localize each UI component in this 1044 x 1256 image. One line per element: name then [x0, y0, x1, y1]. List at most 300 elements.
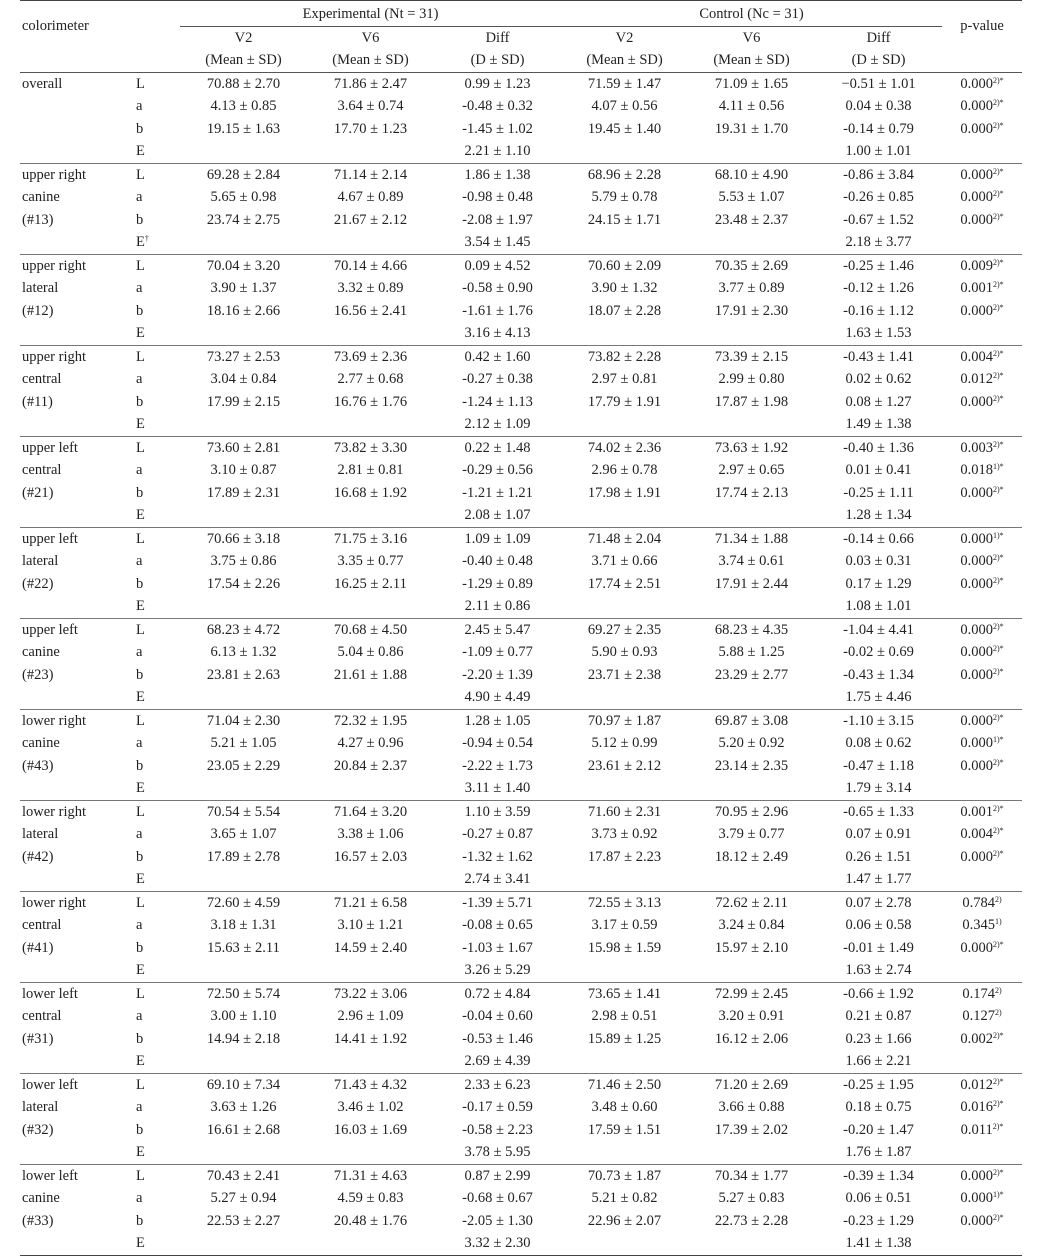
tooth-name — [20, 1050, 132, 1073]
p-value: 0.001 — [960, 280, 993, 296]
value-cell: 4.13 ± 0.85 — [210, 98, 277, 114]
header-row-groups — [20, 1, 1022, 27]
table-row — [20, 823, 1022, 846]
channel-label: b — [136, 120, 144, 137]
value-cell: 16.56 ± 2.41 — [333, 302, 408, 319]
color-channel — [132, 1141, 180, 1164]
p-value-footnote: 2)* — [993, 280, 1004, 289]
value-cell — [561, 231, 688, 254]
p-value: 0.000 — [960, 757, 993, 774]
p-value-cell — [942, 595, 1022, 618]
p-value: 0.000 — [960, 1190, 993, 1206]
p-value-cell — [942, 846, 1022, 869]
value-cell: -0.68 ± 0.67 — [462, 1190, 533, 1206]
value-cell — [688, 1141, 815, 1164]
channel-label: a — [136, 553, 143, 569]
value-cell: 5.90 ± 0.93 — [591, 644, 658, 660]
p-value-cell — [942, 459, 1022, 482]
value-cell — [688, 231, 815, 254]
value-cell: 3.79 ± 0.77 — [718, 826, 785, 842]
value-cell — [180, 1232, 307, 1255]
p-value-cell — [942, 937, 1022, 960]
value-cell: 5.21 ± 0.82 — [591, 1190, 658, 1206]
value-cell: -0.48 ± 0.32 — [462, 98, 533, 114]
value-cell: 16.57 ± 2.03 — [333, 848, 408, 865]
p-value: 0.000 — [960, 302, 993, 319]
value-cell: 4.67 ± 0.89 — [337, 189, 404, 205]
p-value-footnote: 1)* — [993, 462, 1004, 471]
p-value: 0.012 — [960, 371, 993, 387]
p-value-footnote: 2)* — [993, 1212, 1004, 1222]
value-cell: 71.09 ± 1.65 — [714, 75, 789, 92]
p-value-cell — [942, 1050, 1022, 1073]
value-cell: 71.64 ± 3.20 — [307, 800, 434, 823]
p-value-cell — [942, 482, 1022, 505]
tooth-name: lower left — [20, 982, 132, 1005]
value-cell: -0.23 ± 1.29 — [843, 1212, 914, 1229]
value-cell: 73.65 ± 1.41 — [561, 982, 688, 1005]
channel-label: L — [136, 803, 145, 820]
channel-label: E — [136, 871, 145, 887]
table-row — [20, 595, 1022, 618]
value-cell — [561, 504, 688, 527]
p-value-cell — [942, 1119, 1022, 1142]
value-cell: 5.21 ± 1.05 — [210, 735, 277, 751]
table-row — [20, 504, 1022, 527]
p-value-footnote: 2)* — [993, 257, 1004, 267]
tooth-name: upper right — [20, 163, 132, 186]
value-cell: 70.97 ± 1.87 — [561, 709, 688, 732]
color-channel — [132, 641, 180, 664]
p-value: 0.002 — [960, 1030, 993, 1047]
value-cell — [180, 1141, 307, 1164]
color-channel — [132, 504, 180, 527]
table-row — [20, 118, 1022, 141]
value-cell: -1.21 ± 1.21 — [462, 484, 533, 501]
p-value-cell — [942, 732, 1022, 755]
value-cell: 73.60 ± 2.81 — [180, 436, 307, 459]
color-channel — [132, 595, 180, 618]
header-row-cols — [20, 26, 1022, 49]
color-channel — [132, 186, 180, 209]
channel-label: b — [136, 848, 144, 865]
p-value-cell — [942, 504, 1022, 527]
p-value-cell — [942, 1141, 1022, 1164]
value-cell: 2.08 ± 1.07 — [464, 507, 531, 523]
value-cell: 17.91 ± 2.44 — [714, 575, 789, 592]
channel-label: L — [136, 621, 145, 638]
p-value-cell — [942, 140, 1022, 163]
tooth-name: (#41) — [22, 939, 54, 956]
value-cell — [307, 1141, 434, 1164]
p-value-footnote: 2)* — [993, 98, 1004, 107]
value-cell: 5.88 ± 1.25 — [718, 644, 785, 660]
control-group-header: Control (Nc = 31) — [561, 1, 942, 27]
p-value: 0.000 — [960, 98, 993, 114]
color-channel — [132, 709, 180, 732]
color-channel — [132, 1119, 180, 1142]
table-row — [20, 550, 1022, 573]
value-cell: -2.08 ± 1.97 — [462, 211, 533, 228]
value-cell: -1.09 ± 0.77 — [462, 644, 533, 660]
value-cell: -0.47 ± 1.18 — [843, 757, 914, 774]
channel-label: b — [136, 1030, 144, 1047]
value-cell: 73.82 ± 3.30 — [307, 436, 434, 459]
value-cell: 3.90 ± 1.32 — [591, 280, 658, 296]
p-value-cell — [942, 1005, 1022, 1028]
value-cell: 16.12 ± 2.06 — [714, 1030, 789, 1047]
color-channel — [132, 254, 180, 277]
value-cell — [307, 504, 434, 527]
channel-label: a — [136, 98, 143, 114]
value-cell: 22.96 ± 2.07 — [587, 1212, 662, 1229]
color-channel — [132, 1232, 180, 1255]
value-cell — [561, 322, 688, 345]
value-cell — [307, 1050, 434, 1073]
p-value-footnote: 1) — [995, 917, 1002, 926]
color-channel — [132, 618, 180, 641]
value-cell: 1.75 ± 4.46 — [845, 689, 912, 705]
value-cell: 0.26 ± 1.51 — [845, 848, 912, 865]
value-cell: 2.74 ± 3.41 — [464, 871, 531, 887]
color-channel — [132, 163, 180, 186]
p-value: 0.018 — [960, 462, 993, 478]
channel-label: E — [136, 234, 145, 250]
p-value-cell — [942, 686, 1022, 709]
channel-label: E — [136, 143, 145, 159]
value-cell: 23.29 ± 2.77 — [714, 666, 789, 683]
tooth-name — [20, 868, 132, 891]
value-cell: 3.35 ± 0.77 — [337, 553, 404, 569]
value-cell: 3.73 ± 0.92 — [591, 826, 658, 842]
p-value: 0.000 — [960, 393, 993, 410]
channel-label: E — [136, 325, 145, 341]
p-value: 0.174 — [962, 985, 995, 1002]
p-value-cell — [942, 72, 1022, 95]
value-cell: 71.46 ± 2.50 — [561, 1073, 688, 1096]
p-value: 0.000 — [960, 848, 993, 865]
value-cell: 2.96 ± 0.78 — [591, 462, 658, 478]
value-cell: 0.72 ± 4.84 — [434, 982, 561, 1005]
value-cell — [180, 959, 307, 982]
value-cell: 15.97 ± 2.10 — [714, 939, 789, 956]
value-cell: 21.67 ± 2.12 — [333, 211, 408, 228]
p-value-cell — [942, 186, 1022, 209]
value-cell: 68.23 ± 4.72 — [180, 618, 307, 641]
p-value-cell — [942, 95, 1022, 118]
channel-label: b — [136, 757, 144, 774]
col-subheader: (Mean ± SD) — [307, 49, 434, 72]
value-cell: 69.27 ± 2.35 — [561, 618, 688, 641]
value-cell — [561, 1141, 688, 1164]
channel-label: E — [136, 416, 145, 432]
tooth-name: (#11) — [22, 393, 53, 410]
value-cell: 4.07 ± 0.56 — [591, 98, 658, 114]
p-value-footnote: 2)* — [993, 371, 1004, 380]
value-cell: -0.67 ± 1.52 — [843, 211, 914, 228]
p-value: 0.004 — [960, 826, 993, 842]
p-value-footnote: 2)* — [993, 302, 1004, 312]
channel-label: a — [136, 1008, 143, 1024]
channel-label: L — [136, 1076, 145, 1093]
channel-label: a — [136, 826, 143, 842]
color-channel — [132, 1028, 180, 1051]
color-channel — [132, 732, 180, 755]
value-cell: 17.89 ± 2.78 — [206, 848, 281, 865]
value-cell: 2.69 ± 4.39 — [464, 1053, 531, 1069]
value-cell — [688, 1050, 815, 1073]
tooth-name: (#31) — [22, 1030, 54, 1047]
value-cell: -0.14 ± 0.79 — [843, 120, 914, 137]
value-cell — [307, 413, 434, 436]
value-cell: 72.62 ± 2.11 — [688, 891, 815, 914]
color-channel — [132, 413, 180, 436]
value-cell: 0.09 ± 4.52 — [434, 254, 561, 277]
p-value: 0.000 — [960, 553, 993, 569]
value-cell — [180, 868, 307, 891]
value-cell: 3.32 ± 2.30 — [434, 1232, 561, 1255]
value-cell: 1.00 ± 1.01 — [845, 143, 912, 159]
value-cell: 3.46 ± 1.02 — [337, 1099, 404, 1115]
value-cell: 3.18 ± 1.31 — [210, 917, 277, 933]
value-cell: 5.27 ± 0.94 — [210, 1190, 277, 1206]
value-cell: 69.87 ± 3.08 — [688, 709, 815, 732]
tooth-name: (#32) — [22, 1121, 54, 1138]
p-value-header: p-value — [942, 1, 1022, 50]
value-cell: 3.26 ± 5.29 — [464, 962, 531, 978]
table-row — [20, 209, 1022, 232]
value-cell: 71.48 ± 2.04 — [561, 527, 688, 550]
value-cell: 3.20 ± 0.91 — [718, 1008, 785, 1024]
p-value-footnote: 2)* — [993, 1167, 1004, 1177]
p-value-footnote: 2) — [995, 985, 1002, 995]
value-cell: 70.73 ± 1.87 — [561, 1164, 688, 1187]
value-cell: 1.28 ± 1.05 — [434, 709, 561, 732]
value-cell — [688, 322, 815, 345]
value-cell: 70.68 ± 4.50 — [307, 618, 434, 641]
value-cell: -0.39 ± 1.34 — [815, 1164, 942, 1187]
p-value-footnote: 2)* — [993, 166, 1004, 176]
p-value-footnote: 2)* — [993, 348, 1004, 358]
channel-label: L — [136, 712, 145, 729]
channel-label: b — [136, 1121, 144, 1138]
value-cell: 3.63 ± 1.26 — [210, 1099, 277, 1115]
channel-label: L — [136, 166, 145, 183]
value-cell: -0.04 ± 0.60 — [462, 1008, 533, 1024]
p-value-cell — [942, 868, 1022, 891]
value-cell: 3.38 ± 1.06 — [337, 826, 404, 842]
p-value-footnote: 2)* — [993, 1030, 1004, 1040]
channel-label: a — [136, 917, 143, 933]
value-cell: -0.40 ± 0.48 — [462, 553, 533, 569]
tooth-name: overall — [22, 75, 63, 92]
table-row — [20, 163, 1022, 186]
value-cell: 1.76 ± 1.87 — [845, 1144, 912, 1160]
tooth-name — [20, 118, 132, 141]
p-value-cell — [942, 823, 1022, 846]
value-cell: 4.11 ± 0.56 — [718, 98, 785, 114]
value-cell: 70.88 ± 2.70 — [206, 75, 281, 92]
tooth-name: lateral — [22, 826, 59, 842]
channel-label: a — [136, 735, 143, 751]
table-row — [20, 1164, 1022, 1187]
p-value-footnote: 2)* — [993, 189, 1004, 198]
tooth-name: (#13) — [22, 211, 54, 228]
color-channel — [132, 436, 180, 459]
tooth-name — [20, 322, 132, 345]
value-cell — [688, 504, 815, 527]
value-cell: 17.99 ± 2.15 — [206, 393, 281, 410]
value-cell: 17.59 ± 1.51 — [587, 1121, 662, 1138]
p-value-footnote: 2) — [995, 894, 1002, 904]
value-cell: 2.97 ± 0.65 — [718, 462, 785, 478]
value-cell: -0.40 ± 1.36 — [815, 436, 942, 459]
color-channel — [132, 777, 180, 800]
tooth-name: canine — [22, 1190, 60, 1206]
table-row — [20, 982, 1022, 1005]
table-row — [20, 527, 1022, 550]
value-cell: -0.29 ± 0.56 — [462, 462, 533, 478]
value-cell: 0.99 ± 1.23 — [464, 75, 531, 92]
p-value: 0.000 — [960, 1212, 993, 1229]
value-cell: 2.77 ± 0.68 — [337, 371, 404, 387]
value-cell: 73.22 ± 3.06 — [307, 982, 434, 1005]
table-row — [20, 1096, 1022, 1119]
value-cell: 2.45 ± 5.47 — [434, 618, 561, 641]
channel-label: b — [136, 939, 144, 956]
table-row — [20, 709, 1022, 732]
tooth-name — [20, 1141, 132, 1164]
value-cell: -0.14 ± 0.66 — [815, 527, 942, 550]
table-row — [20, 72, 1022, 95]
value-cell: 73.63 ± 1.92 — [688, 436, 815, 459]
p-value-cell — [942, 436, 1022, 459]
tooth-name: (#42) — [22, 848, 54, 865]
value-cell: 15.63 ± 2.11 — [207, 939, 280, 956]
p-value-cell — [942, 277, 1022, 300]
colorimeter-table — [20, 0, 1022, 1256]
value-cell: 0.87 ± 2.99 — [434, 1164, 561, 1187]
value-cell: 3.54 ± 1.45 — [464, 234, 531, 250]
value-cell: 0.03 ± 0.31 — [845, 553, 912, 569]
tooth-name: lateral — [22, 553, 59, 569]
value-cell: -0.12 ± 1.26 — [843, 280, 914, 296]
value-cell: 70.66 ± 3.18 — [180, 527, 307, 550]
table-row — [20, 436, 1022, 459]
p-value-cell — [942, 1187, 1022, 1210]
value-cell: -0.17 ± 0.59 — [462, 1099, 533, 1115]
tooth-name — [20, 504, 132, 527]
p-value-footnote: 2)* — [993, 120, 1004, 130]
p-value-footnote: 2)* — [993, 621, 1004, 631]
value-cell — [180, 140, 307, 163]
value-cell: 14.41 ± 1.92 — [333, 1030, 408, 1047]
value-cell: 17.74 ± 2.51 — [587, 575, 662, 592]
color-channel — [132, 368, 180, 391]
value-cell: 15.89 ± 1.25 — [587, 1030, 662, 1047]
color-channel — [132, 1210, 180, 1233]
p-value-footnote: 2)* — [993, 757, 1004, 767]
value-cell: 5.27 ± 0.83 — [718, 1190, 785, 1206]
value-cell: 69.10 ± 7.34 — [180, 1073, 307, 1096]
value-cell: 73.39 ± 2.15 — [688, 345, 815, 368]
color-channel — [132, 686, 180, 709]
tooth-name: (#21) — [22, 484, 54, 501]
value-cell — [688, 959, 815, 982]
value-cell — [180, 1050, 307, 1073]
tooth-name: (#33) — [22, 1212, 54, 1229]
p-value-cell — [942, 413, 1022, 436]
table-row — [20, 277, 1022, 300]
value-cell — [180, 595, 307, 618]
col-header: V2 — [234, 29, 253, 46]
value-cell: 16.68 ± 1.92 — [333, 484, 408, 501]
table-row — [20, 641, 1022, 664]
value-cell: 1.79 ± 3.14 — [845, 780, 912, 796]
value-cell: 71.04 ± 2.30 — [180, 709, 307, 732]
tooth-name: upper right — [20, 345, 132, 368]
value-cell: -0.01 ± 1.49 — [843, 939, 914, 956]
tooth-name: upper left — [20, 436, 132, 459]
value-cell: 1.10 ± 3.59 — [434, 800, 561, 823]
tooth-name — [20, 95, 132, 118]
p-value-cell — [942, 1232, 1022, 1255]
channel-label: b — [136, 211, 144, 228]
value-cell — [180, 504, 307, 527]
tooth-name: (#12) — [22, 302, 54, 319]
value-cell: 23.14 ± 2.35 — [714, 757, 789, 774]
value-cell: 17.87 ± 2.23 — [587, 848, 662, 865]
p-value: 0.000 — [960, 189, 993, 205]
value-cell: -0.65 ± 1.33 — [815, 800, 942, 823]
value-cell: 74.02 ± 2.36 — [561, 436, 688, 459]
value-cell: 3.00 ± 1.10 — [210, 1008, 277, 1024]
table-row — [20, 914, 1022, 937]
table-row — [20, 891, 1022, 914]
color-channel — [132, 277, 180, 300]
channel-label: a — [136, 644, 143, 660]
value-cell: 73.27 ± 2.53 — [180, 345, 307, 368]
table-header — [20, 1, 1022, 73]
value-cell: 1.49 ± 1.38 — [845, 416, 912, 432]
col-subheader: (D ± SD) — [815, 49, 942, 72]
table-row — [20, 459, 1022, 482]
color-channel — [132, 868, 180, 891]
value-cell: 0.07 ± 2.78 — [815, 891, 942, 914]
tooth-name: central — [22, 371, 62, 387]
channel-label: b — [136, 666, 144, 683]
value-cell: 0.22 ± 1.48 — [434, 436, 561, 459]
value-cell: -0.66 ± 1.92 — [815, 982, 942, 1005]
value-cell: -1.32 ± 1.62 — [462, 848, 533, 865]
channel-label: b — [136, 1212, 144, 1229]
tooth-name: canine — [22, 189, 60, 205]
value-cell: 72.60 ± 4.59 — [180, 891, 307, 914]
value-cell: 2.12 ± 1.09 — [464, 416, 531, 432]
table-row — [20, 755, 1022, 778]
value-cell — [180, 413, 307, 436]
value-cell: 3.48 ± 0.60 — [591, 1099, 658, 1115]
value-cell: 2.21 ± 1.10 — [464, 143, 531, 159]
channel-label: L — [136, 985, 145, 1002]
value-cell: 17.70 ± 1.23 — [333, 120, 408, 137]
value-cell — [307, 1232, 434, 1255]
p-value-cell — [942, 914, 1022, 937]
value-cell: 19.15 ± 1.63 — [206, 120, 281, 137]
table-row — [20, 868, 1022, 891]
value-cell: -2.22 ± 1.73 — [462, 757, 533, 774]
color-channel — [132, 1164, 180, 1187]
